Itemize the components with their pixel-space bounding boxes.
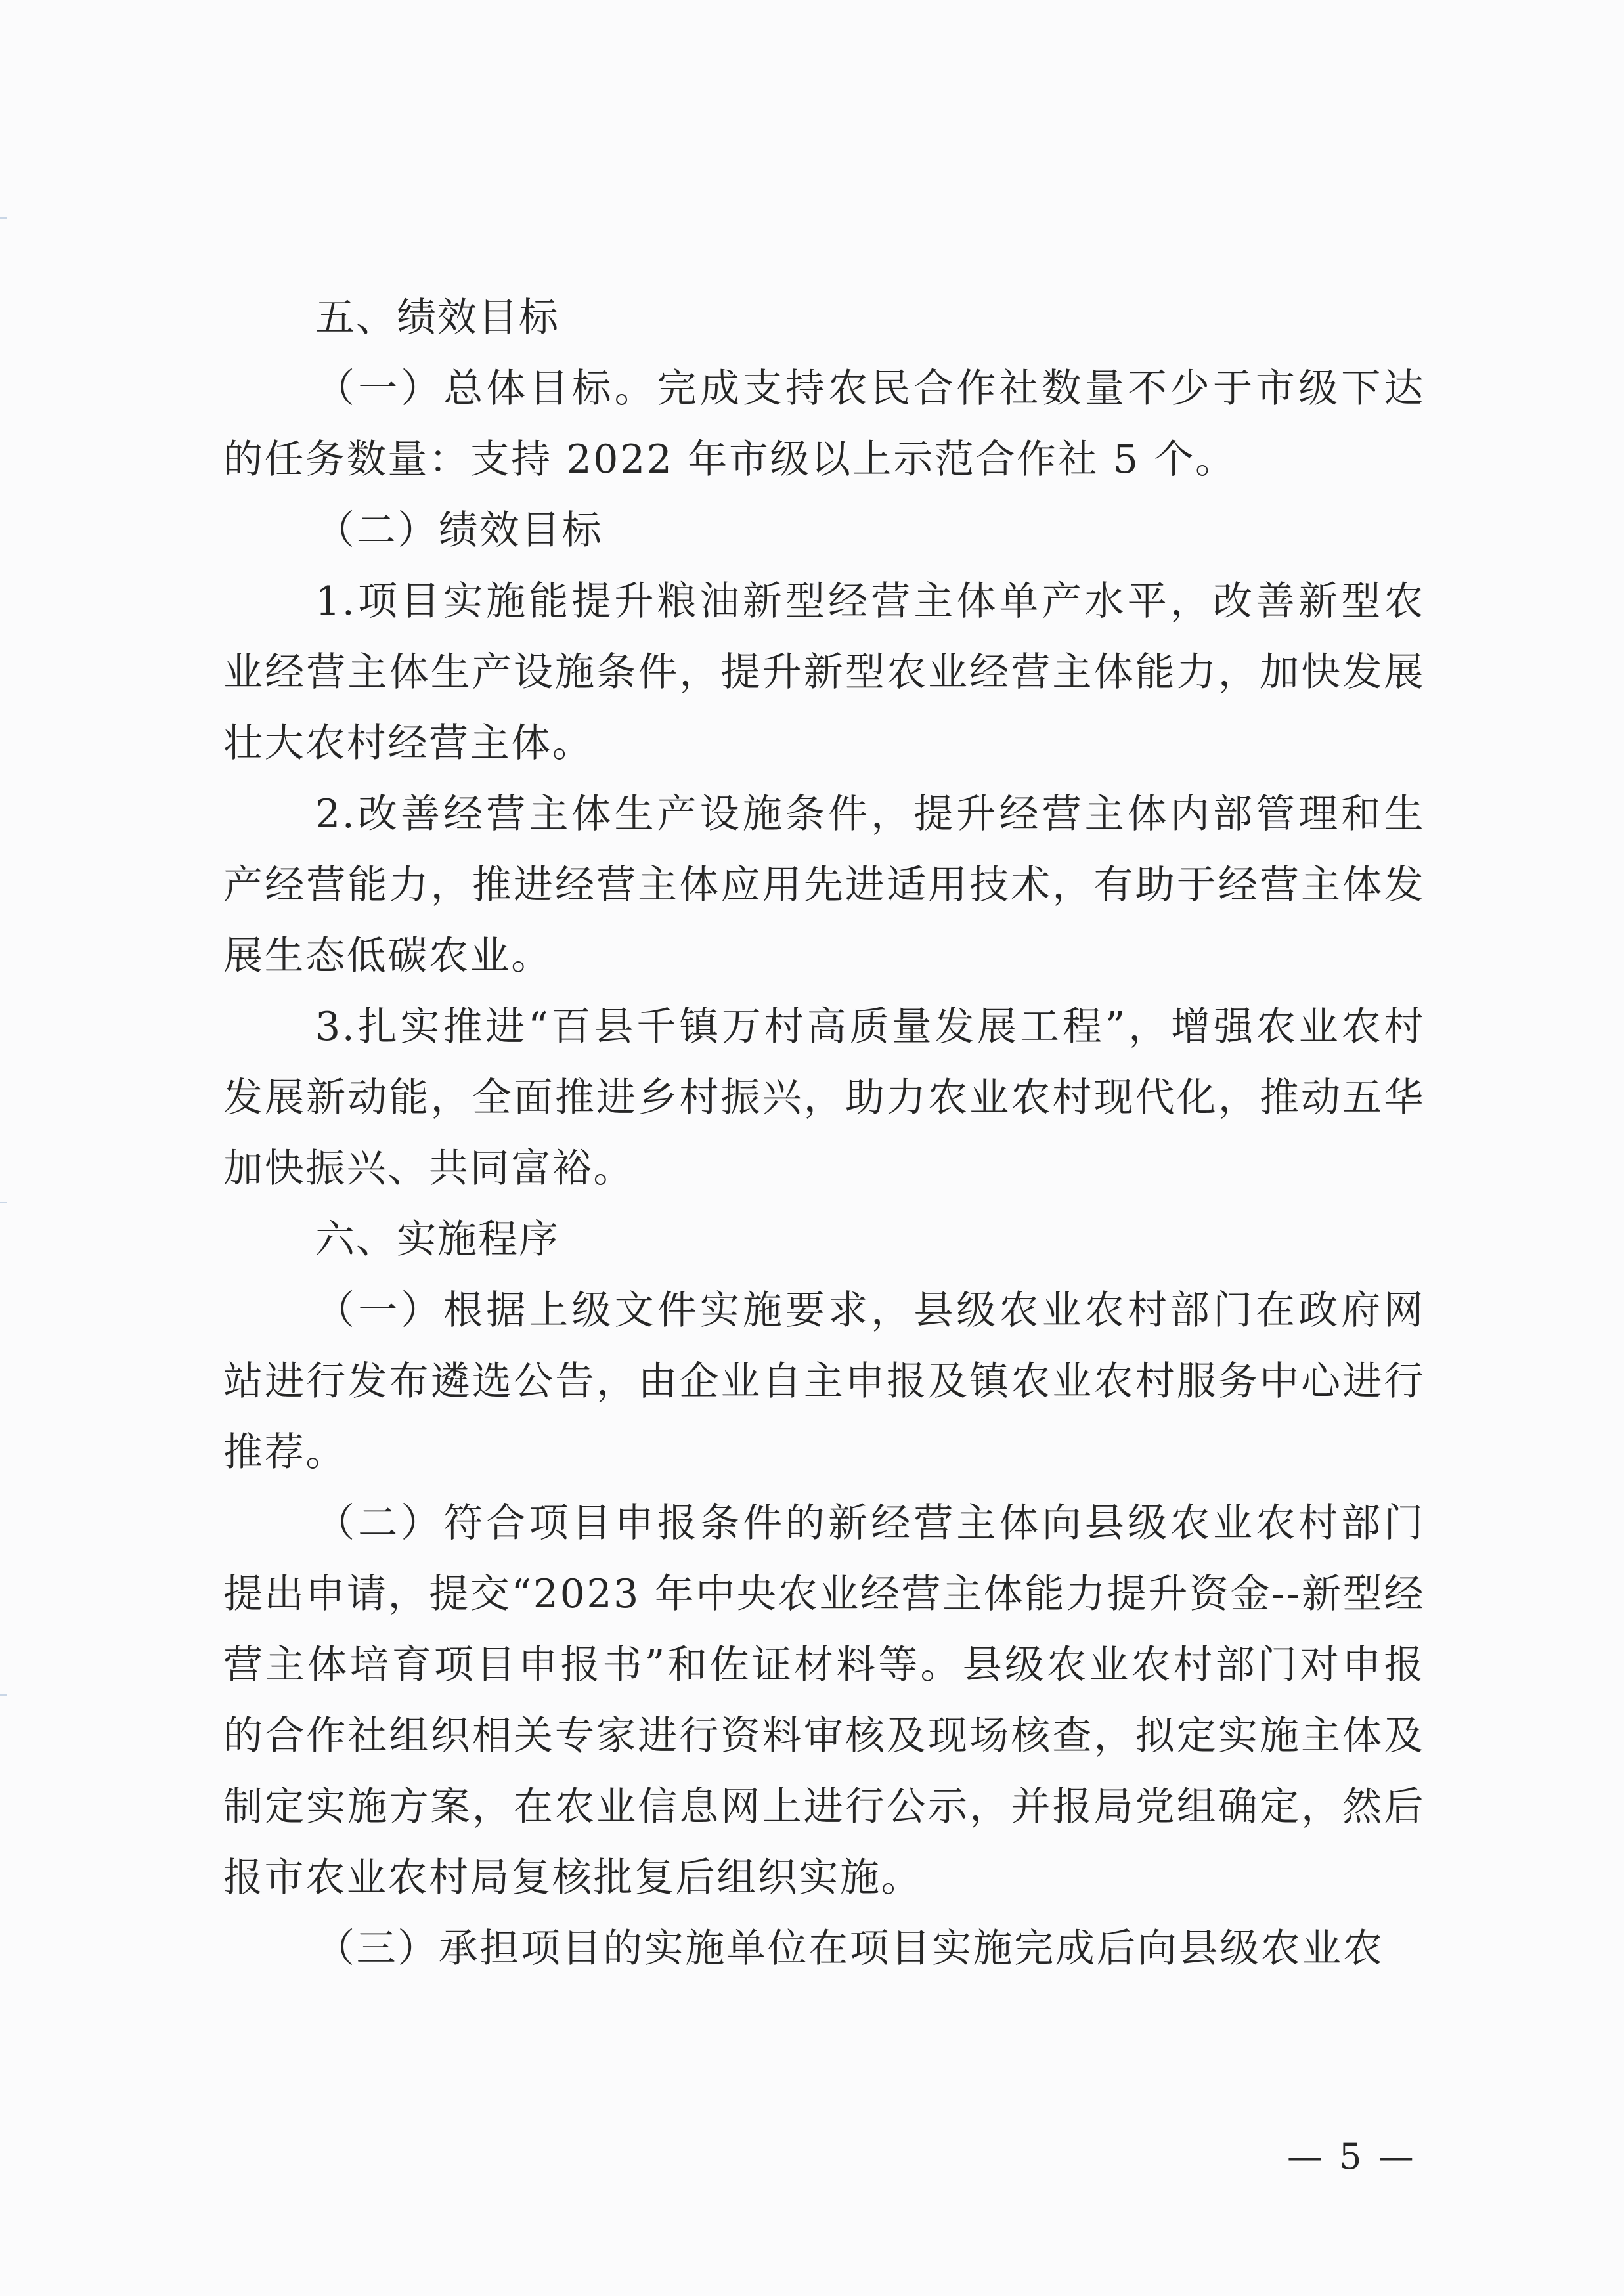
document-body bbox=[223, 282, 1425, 1984]
section-heading-performance-goals: 五、绩效目标 bbox=[315, 295, 560, 341]
scan-edge-mark bbox=[0, 1202, 7, 1203]
section-heading-implementation-procedure: 六、实施程序 bbox=[315, 1217, 560, 1263]
paragraph-overall-goal: （一）总体目标。完成支持农民合作社数量不少于市级下达的任务数量：支持 2022 年市级以上示范合作社 5 个。 bbox=[223, 366, 1425, 483]
paragraph-procedure-1: （一）根据上级文件实施要求，县级农业农村部门在政府网站进行发布遴选公告，由企业自主申报及镇农业农村服务中心进行推荐。 bbox=[223, 1288, 1425, 1475]
subheading-performance-goals: （二）绩效目标 bbox=[315, 508, 604, 553]
paragraph-goal-3: 3.扎实推进“百县千镇万村高质量发展工程”，增强农业农村发展新动能，全面推进乡村振兴，助力农业农村现代化，推动五华加快振兴、共同富裕。 bbox=[223, 1004, 1425, 1192]
scan-edge-mark bbox=[0, 1694, 7, 1696]
scan-edge-mark bbox=[0, 217, 7, 219]
paragraph-procedure-3: （三）承担项目的实施单位在项目实施完成后向县级农业农 bbox=[315, 1926, 1384, 1972]
paragraph-procedure-2: （二）符合项目申报条件的新经营主体向县级农业农村部门提出申请，提交“2023 年中央农业经营主体能力提升资金--新型经营主体培育项目申报书”和佐证材料等。县级农业农村部门对申报的合作社组织相关专家进行资料审核及现场核查，拟定实施主体及制定实施方案，在农业信息网上进行公示，并报局党组确定，然后报市农业农村局复核批复后组织实施。 bbox=[223, 1500, 1425, 1901]
page-number: — 5 — bbox=[1287, 2136, 1416, 2177]
paragraph-goal-1: 1.项目实施能提升粮油新型经营主体单产水平，改善新型农业经营主体生产设施条件，提升新型农业经营主体能力，加快发展壮大农村经营主体。 bbox=[223, 578, 1425, 766]
paragraph-goal-2: 2.改善经营主体生产设施条件，提升经营主体内部管理和生产经营能力，推进经营主体应用先进适用技术，有助于经营主体发展生态低碳农业。 bbox=[223, 791, 1425, 979]
